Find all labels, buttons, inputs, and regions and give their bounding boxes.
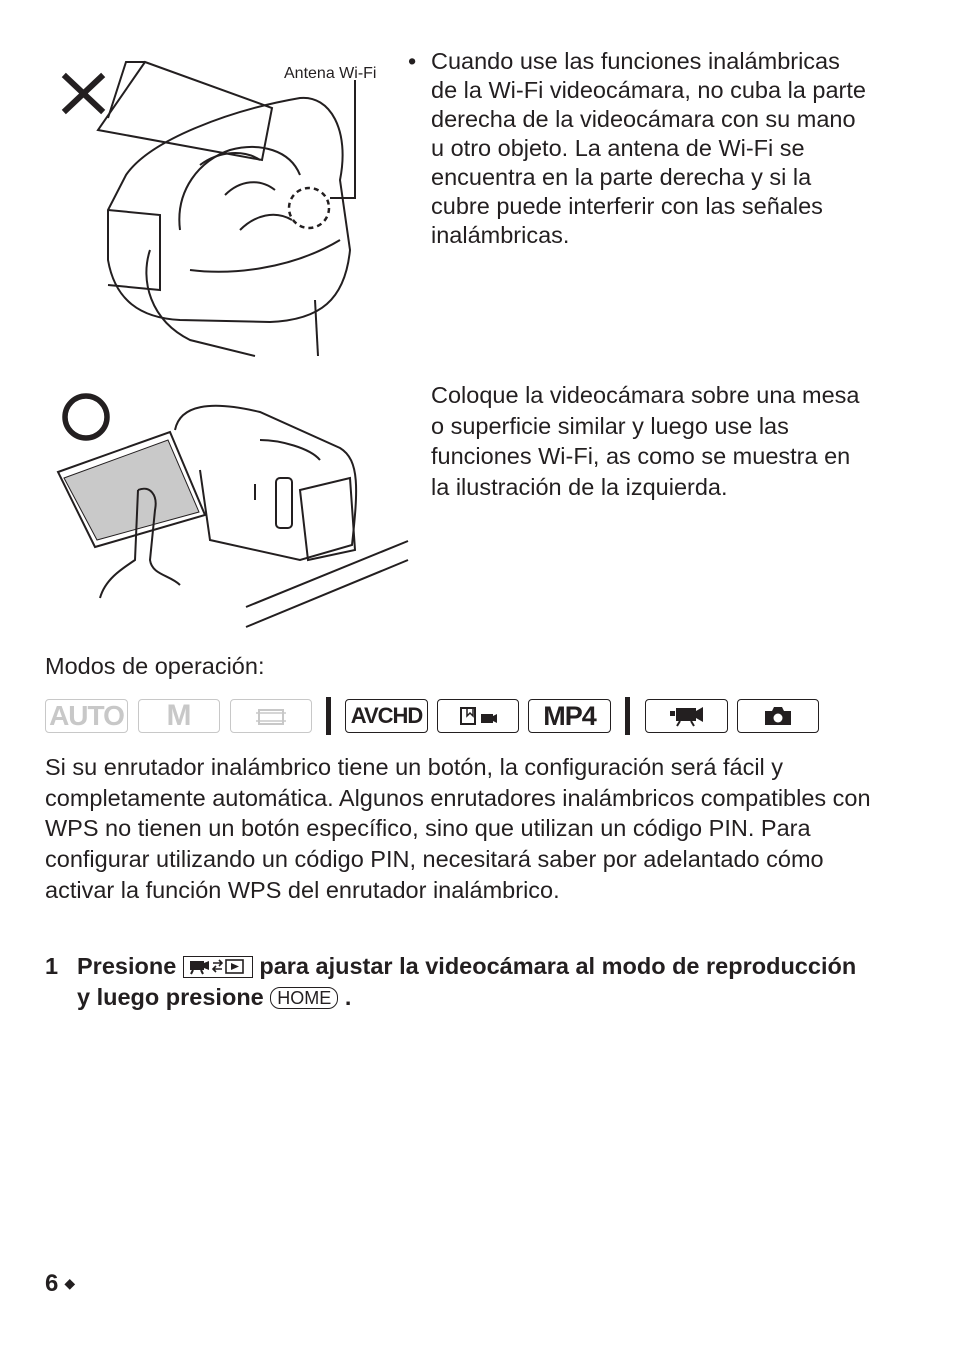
photo-camera-icon [763,705,793,727]
auto-mode-icon: AUTO [45,699,128,733]
step-number: 1 [45,953,59,979]
step-1 [45,951,865,1012]
mp4-mode-icon: MP4 [528,699,611,733]
modes-label: Modos de operación: [45,653,265,679]
page-number-value: 6 [45,1270,59,1297]
photo-mode-icon [737,699,819,733]
avchd-mode-icon: AVCHD [345,699,428,733]
bullet-marker: • [408,48,417,74]
antenna-label: Antena Wi-Fi [284,65,377,82]
cinema-mode-icon [230,699,312,733]
circle-mark-icon [65,396,107,438]
table-note-text: Coloque la videocámara sobre una mesa o superficie similar y luego use las funciones Wi-Fi, as como se muestra en la ilustración de la izquierda. [431,382,860,500]
wps-paragraph: Si su enrutador inalámbrico tiene un botón, la configuración será fácil y completamente automática. Algunos enrutadores inalámbricos compatibles con WPS no tienen un botón específico, sino que utilizan un código PIN. Para configurar utilizando un código PIN, necesitará saber por adelantado cómo activar la función WPS del enrutador inalámbrico. [45,754,871,903]
home-button: HOME [270,987,338,1009]
mode-icons-row [45,699,825,737]
movie-mode-icon [645,699,728,733]
camera-play-icon [188,957,248,975]
mode-separator [625,697,630,735]
playlist-mode-icon [437,699,519,733]
movie-camera-icon [670,705,704,727]
playback-button-icon [183,956,253,978]
wifi-note-text: Cuando use las funciones inalámbricas de la Wi-Fi videocámara, no cuba la parte derecha de la videocámara con su mano u otro objeto. La antena de Wi-Fi se encuentra en la parte derecha y si la cubre puede interferir con las señales inalámbricas. [431,48,866,248]
cinema-filter-icon [253,705,289,727]
page-number [45,1270,75,1298]
playlist-icon [458,705,498,727]
manual-mode-icon: M [138,699,220,733]
camcorder-table-drawing [58,406,408,627]
diamond-icon: ◆ [64,1275,76,1291]
step-text-middle: para ajustar la videocámara al modo de reproducción y luego presione [77,953,857,1010]
step-text-after: . [344,983,352,1010]
mode-separator [326,697,331,735]
step-text-before: Presione [77,953,177,979]
